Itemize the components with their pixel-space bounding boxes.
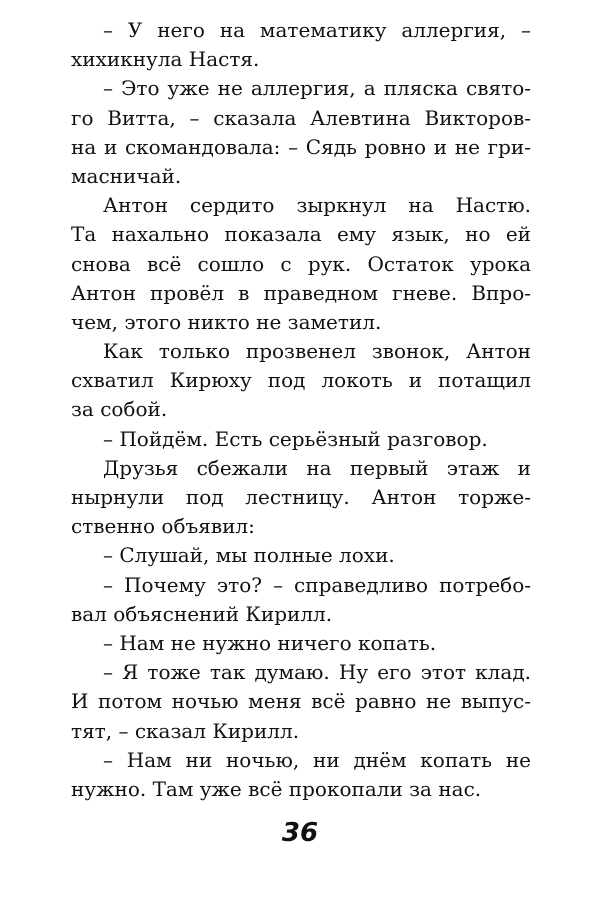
paragraph-line: – У него на математику аллергия, – [103,18,531,42]
paragraph-line: – Слушай, мы полные лохи. [103,543,395,568]
paragraph-line: тят, – сказал Кирилл. [71,718,300,743]
paragraph-line: – Это уже не аллергия, а пляска свято- [103,76,531,101]
paragraph-line: ственно объявил: [71,514,255,539]
paragraph-line: нырнули под лестницу. Антон торже- [71,485,531,509]
page-number: 36 [281,818,319,848]
paragraph-line: хихикнула Настя. [71,47,260,72]
paragraph-line: чем, этого никто не заметил. [71,309,382,334]
paragraph-line: за собой. [71,397,168,422]
paragraph-line: – Я тоже так думаю. Ну его этот клад. [103,660,531,685]
paragraph-line: – Нам ни ночью, ни днём копать не [103,747,531,772]
body-text [71,16,531,804]
paragraph-line: го Витта, – сказала Алевтина Викторов- [71,105,531,130]
paragraph-line: И потом ночью меня всё равно не выпус- [71,689,531,714]
paragraph-line: нужно. Там уже всё прокопали за нас. [71,776,482,801]
paragraph-line: – Нам не нужно ничего копать. [103,630,437,655]
paragraph-line: – Почему это? – справедливо потребо- [103,572,531,597]
paragraph-line: вал объяснений Кирилл. [71,601,333,626]
paragraph-line: Друзья сбежали на первый этаж и [103,455,531,480]
paragraph-line: Антон сердито зыркнул на Настю. [103,193,531,218]
paragraph-line: схватил Кирюху под локоть и потащил [71,368,531,393]
paragraph-line: – Пойдём. Есть серьёзный разговор. [103,426,488,451]
paragraph-line: Как только прозвенел звонок, Антон [103,339,531,364]
paragraph-line: снова всё сошло с рук. Остаток урока [71,251,531,276]
paragraph-line: масничай. [71,163,182,188]
paragraph-line: Антон провёл в праведном гневе. Впро- [71,280,531,305]
paragraph-line: на и скомандовала: – Сядь ровно и не гри- [71,134,531,159]
paragraph-line: Та нахально показала ему язык, но ей [71,222,531,247]
